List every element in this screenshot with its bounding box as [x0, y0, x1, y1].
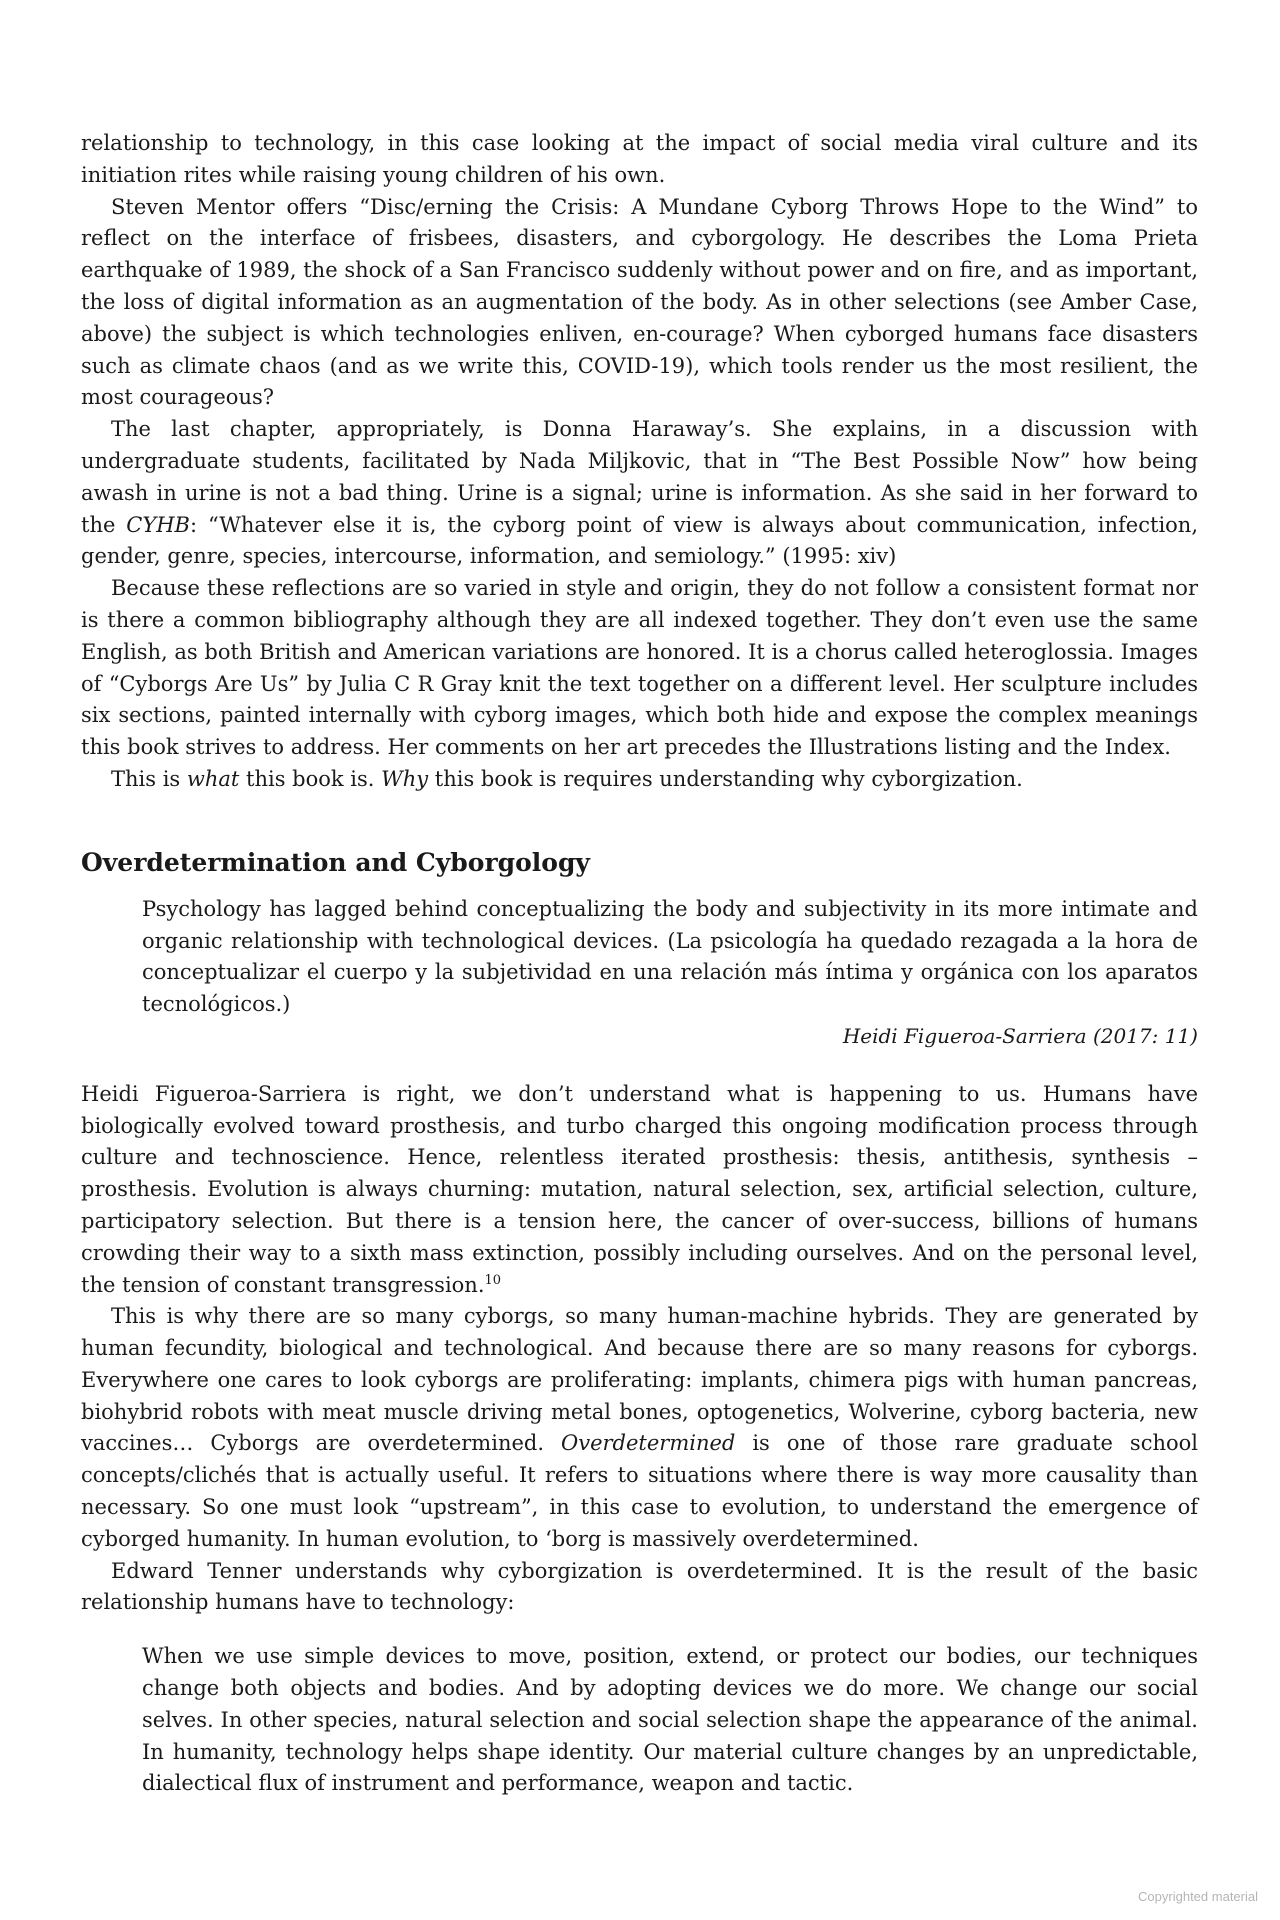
figueroa-text: Heidi Figueroa-Sarriera is right, we don’t understand what is happening to us. Humans have biologically evolved toward prosthesis, and turbo charged this ongoing modification process through culture and technoscience. Hence, relentless iterated prosthesis: thesis, antithesis, synthesis – prosthesis. Evolution is always churning: mutation, natural selection, sex, artificial selection, culture, participatory selection. But there is a tension here, the cancer of over-success, billions of humans crowding their way to a sixth mass extinction, possibly including ourselves. And on the personal level, the tension of constant transgression.	[81, 1081, 1198, 1297]
why-italic: Why	[381, 766, 429, 791]
haraway-text-1: The last chapter, appropriately, is Donna Haraway’s. She explains, in a discussion with undergraduate students, facilitated by Nada Miljkovic, that in “The Best Possible Now” how being awash in urine is not a bad thing. Urine is a signal; urine is information. As she said in her forward to the	[81, 417, 1198, 537]
page-body	[81, 128, 1198, 1800]
footnote-marker: 10	[484, 1272, 502, 1288]
haraway-text-2: : “Whatever else it is, the cyborg point of view is always about communication, infection, gender, genre, species, intercourse, information, and semiology.” (1995: xiv)	[81, 512, 1198, 569]
overdetermined-italic: Overdetermined	[561, 1431, 736, 1456]
paragraph-continuation: relationship to technology, in this case looking at the impact of social media viral culture and its initiation rites while raising young children of his own.	[81, 131, 1198, 187]
cyborgs-text-2: is one of those rare graduate school concepts/clichés that is actually useful. It refers to situations where there is way more causality than necessary. So one must look “upstream”, in this case to evolution, to understand the emergence of cyborged humanity. In human evolution, to ‘borg is massively overdetermined.	[81, 1431, 1198, 1551]
paragraph-steven-mentor: Steven Mentor offers “Disc/erning the Crisis: A Mundane Cyborg Throws Hope to the Wind” to reflect on the interface of frisbees, disasters, and cyborgology. He describes the Loma Prieta earthquake of 1989, the shock of a San Francisco suddenly without power and on fire, and as important, the loss of digital information as an augmentation of the body. As in other selections (see Amber Case, above) the subject is which technologies enliven, en-courage? When cyborged humans face disasters such as climate chaos (and as we write this, COVID-19), which tools render us the most resilient, the most courageous?	[81, 194, 1198, 410]
what-italic: what	[186, 766, 240, 791]
paragraph-what-why	[81, 764, 1198, 796]
section-heading: Overdetermination and Cyborgology	[81, 847, 590, 877]
what-why-text-1: This is	[111, 766, 187, 791]
epigraph-quote: Psychology has lagged behind conceptualizing the body and subjectivity in its more intimate and organic relationship with technological devices. (La psicología ha quedado rezagada a la hora de conceptualizar el cuerpo y la subjetividad en una relación más íntima y orgánica con los aparatos tecnológicos.)	[142, 896, 1198, 1017]
paragraph-figueroa	[81, 1079, 1198, 1302]
paragraph-reflections: Because these reflections are so varied in style and origin, they do not follow a consistent format nor is there a common bibliography although they are all indexed together. They don’t even use the same English, as both British and American variations are honored. It is a chorus called heteroglossia. Images of “Cyborgs Are Us” by Julia C R Gray knit the text together on a different level. Her sculpture includes six sections, painted internally with cyborg images, which both hide and expose the complex meanings this book strives to address. Her comments on her art precedes the Illustrations listing and the Index.	[81, 576, 1198, 760]
paragraph-tenner: Edward Tenner understands why cyborgization is overdetermined. It is the result of the basic relationship humans have to technology:	[81, 1558, 1198, 1615]
cyhb-italic: CYHB	[126, 512, 190, 537]
what-why-text-2: this book is.	[239, 766, 382, 791]
cyborgs-text-1: This is why there are so many cyborgs, so many human-machine hybrids. They are generated by human fecundity, biological and technological. And because there are so many reasons for cyborgs. Everywhere one cares to look cyborgs are proliferating: implants, chimera pigs with human pancreas, biohybrid robots with meat muscle driving metal bones, optogenetics, Wolverine, cyborg bacteria, new vaccines… Cyborgs are overdetermined.	[81, 1304, 1198, 1456]
epigraph-attribution: Heidi Figueroa-Sarriera (2017: 11)	[842, 1023, 1198, 1048]
paragraph-cyborgs	[81, 1301, 1198, 1555]
paragraph-haraway	[81, 414, 1198, 573]
tenner-quote: When we use simple devices to move, position, extend, or protect our bodies, our techniques change both objects and bodies. And by adopting devices we do more. We change our social selves. In other species, natural selection and social selection shape the appearance of the animal. In humanity, technology helps shape identity. Our material culture changes by an unpredictable, dialectical flux of instrument and performance, weapon and tactic.	[142, 1644, 1198, 1796]
what-why-text-3: this book is requires understanding why cyborgization.	[428, 766, 1023, 791]
copyright-watermark: Copyrighted material	[1138, 1889, 1258, 1904]
